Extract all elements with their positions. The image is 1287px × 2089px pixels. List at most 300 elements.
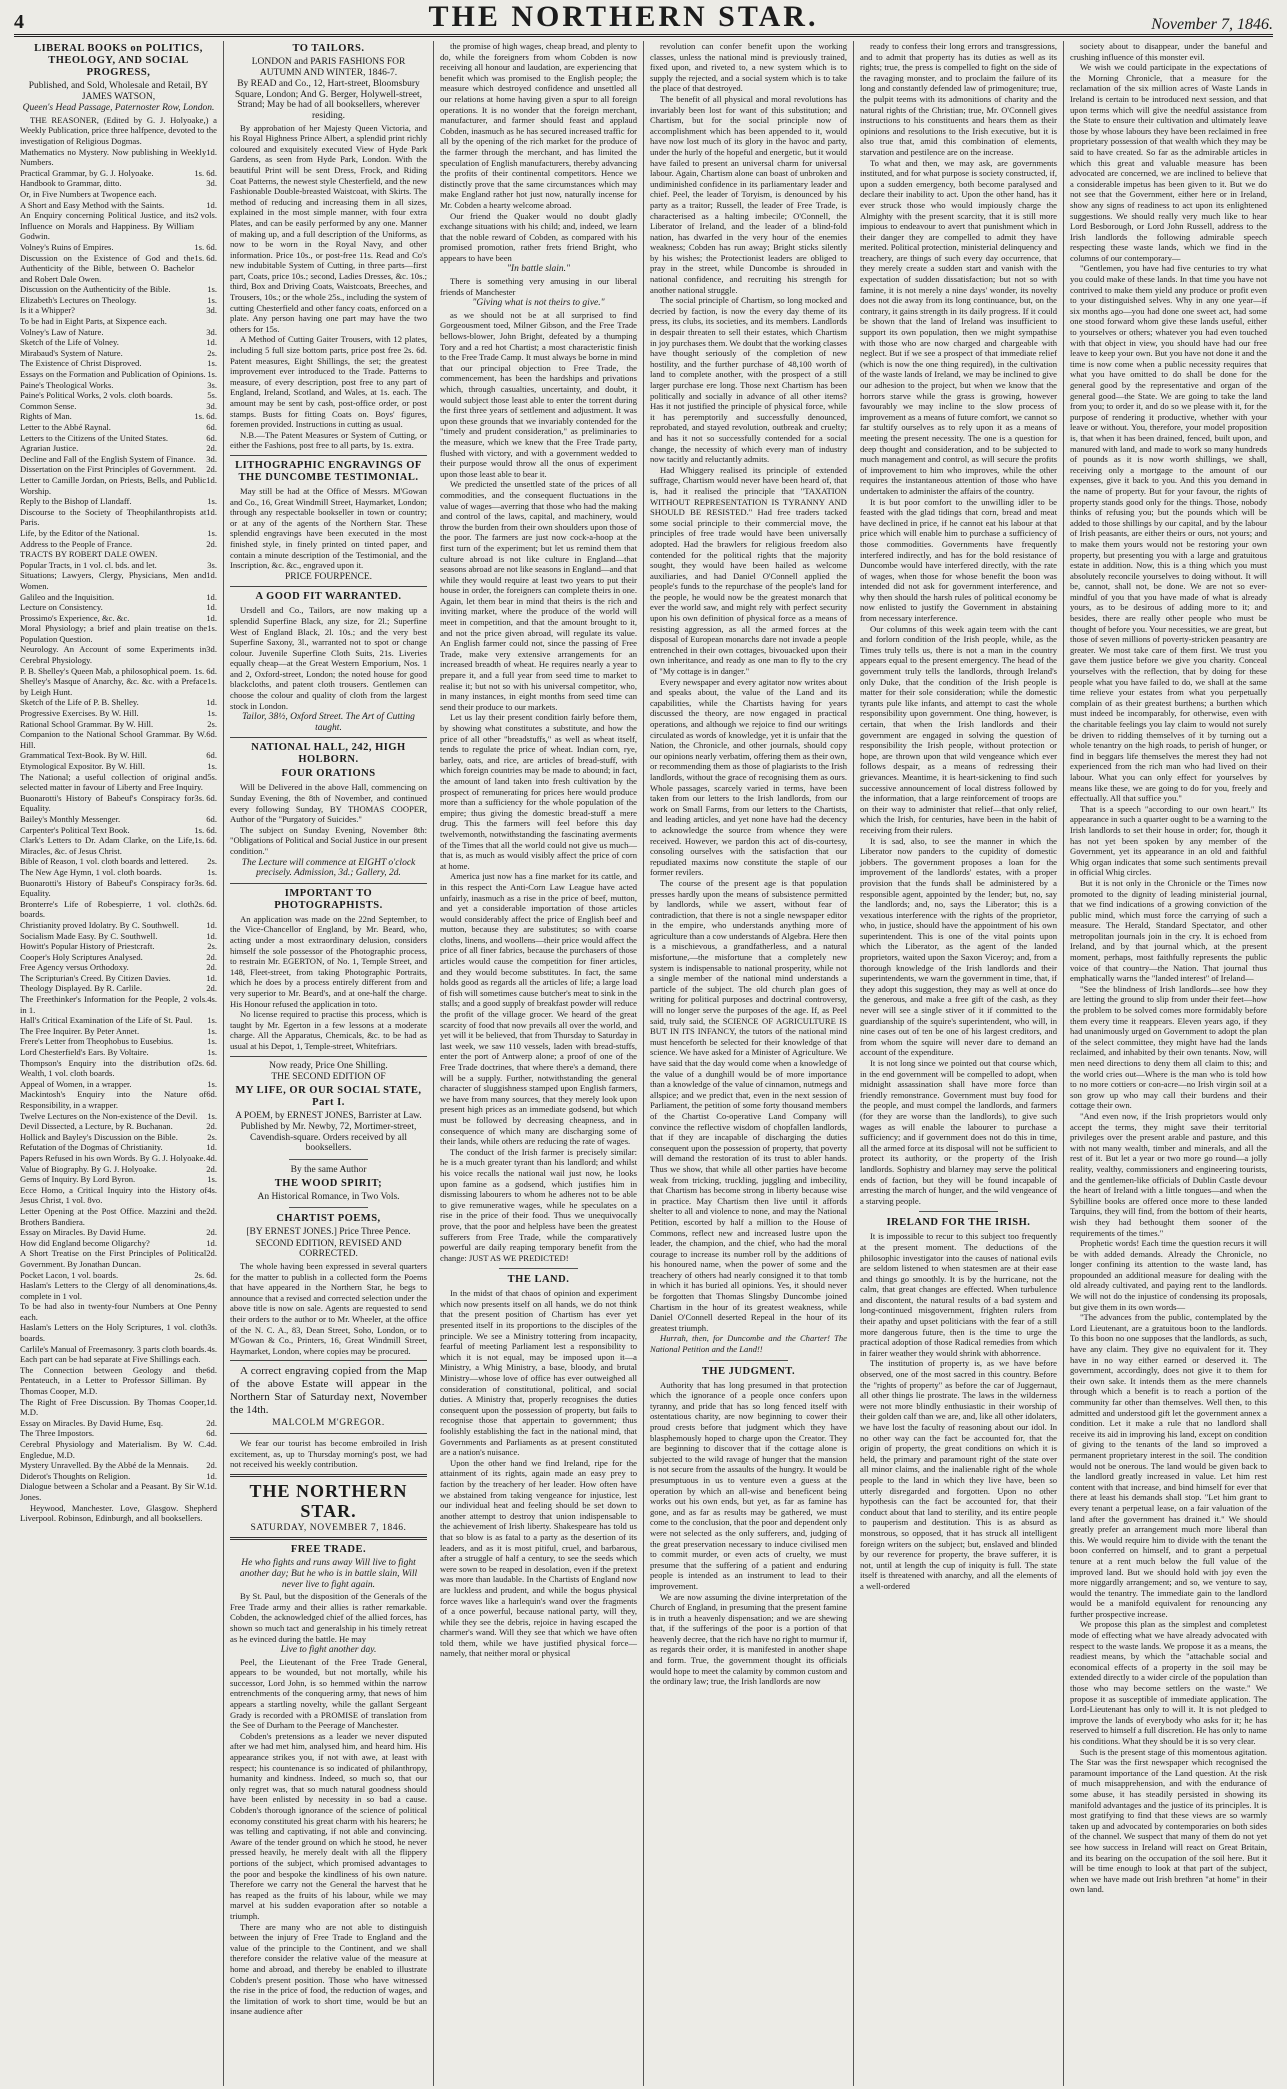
article-paragraph: The institution of property is, as we have before observed, one of the most sacred in this country. Before the "rights of property" as before the car of Juggernaut, all other things lie prostrate. The laws in the wilderness were not more blindly enthusiastic in their worship of their golden calf than we are, and, like all other idolaters, we have lost the faculty of reasoning about our idol. In no other way can the fact be accounted for, that the origin of property, the great conditions on which it is held, the primary and paramount right of the state over all minor claims, and the inalienable right of the whole people to the land in which they live have, been so utterly disregarded and forgotten. Upon no other hypothesis can the fact be accounted for, that their conduct about that land to sterility, and its entire people to pauperism and destitution. This is as absurd as monstrous, so opposed, that it has struck all intelligent foreign writers on the subject; but, enslaved and blinded by our reverence for property, the brave sufferer, it is not, until at length the cup of iniquity is full. The state itself is threatened with anarchy, and all the elements of a well-ordered	[860, 1358, 1057, 1591]
book-list-item	[20, 411, 217, 422]
book-price: 1s.	[207, 284, 217, 295]
books-address: Queen's Head Passage, Paternoster Row, London.	[22, 103, 215, 114]
book-price: 3s. 6d.	[194, 877, 217, 888]
book-price: 1s.	[207, 1174, 217, 1185]
article-paragraph: The course of the present age is that population presses hardly upon the means of subsistence permitted by landlords, while we assert, without fear of contradiction, that there is not a single newspaper editor in the empire, who understands anything more of agriculture than a cow understands of Algebra. Here then is a mischievous, a grandfatherless, and a natural misfortune,—the misfortune that a completely new system is indispensable to national prosperity, while not a single member of the national mind understands a particle of the subject. The old church plan goes of writing for political purposes and doctrinal controversy, will no longer serve the purposes of the age. If, as Peel said, truly said, the SCIENCE OF AGRICULTURE IS BUT IN ITS INFANCY, the tutors of the national mind must henceforth be selected for their knowledge of that science. We have asked for a Minister of Agriculture. We have said that the day would come when a knowledge of the value of a dunghill would be of more importance than a knowledge of the value of cinnamon, nutmegs and allspice; and we predict that, even in the next session of Parliament, the petition of some forty thousand members of the Chartist Co-operative Land Company will convince the reflective wisdom of chopfallen landlords, that if they are incapable of discharging the duties consequent upon the possession of property, that poverty will demand the restoration of its trust to abler hands. Thus we show, that while all other parties have become weak from tricking, truckling, juggling and imbecility, that Chartism has become strong in liberty because wise in practice. May Chartism then live until it affords shelter to all and violence to none, and may the National Petition, escorted by half a million to the House of Commons, reflect new and increased lustre upon the leader, the champion, and the chief, who had the moral courage to increase its number roll by the additions of his honoured name, when the power of some and the treachery of others had nearly consigned it to that tomb in which it has buried all opinions. Yes, it should never be forgotten that Thomas Slingsby Duncombe joined Chartism in the hour of its greatest weakness, while Daniel O'Connell deserted Repeal in the hour of its greatest triumph.	[650, 877, 847, 1333]
book-price: 1d.	[206, 1396, 217, 1407]
book-title: Clark's Letters to Dr. Adam Clarke, on the Life, Miracles, &c. of Jesus Christ.	[20, 835, 195, 856]
book-list-item	[20, 962, 217, 973]
book-title: An Enquiry concerning Political Justice, and its Influence on Morals and Happiness. By William Godwin.	[20, 210, 195, 242]
book-price: 2s. 6d.	[194, 898, 217, 909]
divider	[230, 1474, 427, 1477]
book-title: Paine's Theological Works.	[20, 379, 114, 390]
book-price: 6d.	[206, 813, 217, 824]
article-paragraph: revolution can confer benefit upon the working classes, unless the national mind is previously trained, fixed upon, and riveted to, a new system which is to supply the rejected, and a social system which is to take the place of that destroyed.	[650, 41, 847, 94]
book-list-item	[20, 856, 217, 867]
article-paragraph: There is something very amusing in our liberal friends of Manchester	[440, 276, 637, 297]
book-title: Sketch of the Life of P. B. Shelley.	[20, 697, 139, 708]
book-title: Dissertation on the First Principles of Government.	[20, 464, 196, 475]
book-list-item	[20, 1322, 217, 1343]
book-title: Diderot's Thoughts on Religion.	[20, 1470, 131, 1481]
book-price: 6d.	[206, 1089, 217, 1100]
book-price: 2d.	[206, 1227, 217, 1238]
book-title: Galileo and the Inquisition.	[20, 591, 115, 602]
book-list-item	[20, 1026, 217, 1037]
book-list-item	[20, 1153, 217, 1164]
poem-title: MY LIFE, OR OUR SOCIAL STATE, Part I.	[235, 1084, 422, 1108]
book-list-item	[20, 390, 217, 401]
article-paragraph: as we should not be at all surprised to find Gorgeousment toed, Milner Gibson, and the Free Trade bellows-blower, John Bright, defeated by a thumping Tory and a red hot Chartist; a most characteristic finish to the Free Trade Camp. It must always be borne in mind that our principal objection to Free Trade, the commencement, has been the hardships and privations which, through casualties, uncertainty, and doubt, it would subject those least able to enter the torrent during the first three years of settlement and adjustment. It was upon these grounds that we invariably contended for the "timely and prudent consideration," as preliminaries to the measure, which we knew that the Free Trade party, flushed with victory, and with a government wedded to their purpose would throw all the onus of experiment upon those least able to bear it.	[440, 309, 637, 479]
book-list-item	[20, 380, 217, 391]
book-price: 6d.	[206, 432, 217, 443]
book-title: Companion to the National School Grammar. By W. Hill.	[20, 729, 207, 750]
book-title: Mirabaud's System of Nature.	[20, 347, 123, 358]
wood-title: THE WOOD SPIRIT;	[274, 1177, 383, 1189]
photo-text-2: No license required to practise this process, which is taught by Mr. Egerton in a few lessons at a moderate charge. All the Apparatus, Chemicals, &c. to be had as usual at his Depot, 1, Temple-street, Whitefriars.	[230, 1009, 427, 1051]
book-price: 2d.	[206, 1460, 217, 1471]
book-title: Theology Displayed. By R. Carlile.	[20, 983, 142, 994]
chartist-text: The whole having been expressed in several quarters for the matter to publish in a collected form the Poems that have appeared in the Northern Star, he begs to announce that a revised and corrected selection under the above title is now on sale. Agents are requested to send their orders to the author or to Mr. Wheeler, at the office of the N. C. A., 83, Dean Street, Soho, London, or to M'Gowan & Co., Printers, 16, Great Windmill Street, Haymarket, London, where copies may be procured.	[230, 1261, 427, 1356]
poem-publisher: Published by Mr. Newby, 72, Mortimer-street, Cavendish-square. Orders received by all booksellers.	[240, 1122, 417, 1154]
book-list-item	[20, 1089, 217, 1110]
book-title: Haslam's Letters to the Clergy of all denominations, complete in 1 vol.	[20, 1280, 208, 1301]
book-list-item	[20, 1418, 217, 1429]
book-price: 1s.	[207, 761, 217, 771]
chartist-title: CHARTIST POEMS,	[276, 1213, 381, 1225]
book-title: Bailey's Monthly Messenger.	[20, 813, 121, 824]
book-list-item	[20, 1047, 217, 1058]
book-price: 4d.	[206, 1152, 217, 1163]
column-4	[644, 41, 854, 2086]
book-list-item	[20, 666, 217, 677]
article-paragraph: "See the blindness of Irish landlords—see how they are letting the ground to slip from under their feet—how the problem to be solved comes more formidably before them every time it reappears. Eleven years ago, if they had unanimously urged on Government to adopt the plan of the select committee, they might have had the lands reclaimed, and inhabited by their own tenants. Now, will men need directions to deny them all claim to this; and the world cries out—Where is the man who is told how to no more cottiers or con-acre—no Irish virgin soil at a son grow up who may call their burdens and their cottage their own.	[1070, 983, 1267, 1111]
book-title: Life, by the Editor of the National.	[20, 527, 140, 538]
article-paragraph: Such is the present stage of this momentous agitation. The Star was the first newspaper which recognised the paramount importance of the Land question. At the risk of much misapprehension, and with the endurance of some abuse, it has steadily persisted in showing its manifold advantages and the justice of its principles. It is most gratifying to find that these views are so warmly taken up and advocated by contemporaries on both sides of the channel. We suspect that many of them do not yet see how success in Ireland will react on Great Britain, and its bearing on the occupation of the soil here. But it will be time enough to look at that part of the subject, when we have made out Irish brethren "at home" in their own land.	[1070, 1746, 1267, 1895]
book-list-item	[20, 602, 217, 613]
book-list-item	[20, 973, 217, 984]
book-title: Ecce Homo, a Critical Inquiry into the History of Jesus Christ, 1 vol. 8vo.	[20, 1184, 208, 1206]
book-title: Each part can be had separate at Five Shillings each.	[20, 1354, 201, 1365]
tailors-text-2: A Method of Cutting Gaiter Trousers, with 12 plates, including 5 full size bottom parts, price post free 2s. 6d. Patent measures, Eight Shillings, the set; the greatest improvement ever introduced to the Trade. Patterns to measure, of every description, post free to any part of England, Ireland, Scotland, and Wales, at 1s. each. The amount may be sent by cash, post-office order, or post stamps. Busts for fitting Coats on. Boys' figures, foremen provided. Instructions in cutting as usual.	[230, 334, 427, 430]
article-paragraph: It is not long since we pointed out that course which, in the end government will be compelled to adopt, when midnight assassination shall have more force than friendly remonstrance. Government must buy food for the people, and must compel the landlords, and farmers (for they are worse than the landlords), to give such wages as will enable the labourer to purchase a sufficiency; and if government does not do this in time, all the armed force at its disposal will not be sufficient to protect its authority, or the property of the Irish landlords. Sophistry and blarney may serve the political ends of faction, but they will be found incapable of arresting the march of hunger, and the wild vengeance of a starving people.	[860, 1058, 1057, 1206]
book-title: Lecture on Consistency.	[20, 602, 103, 613]
book-title: The Connection between Geology and the Pentateuch, in a Letter to Professor Silliman. By Thomas Cooper, M.D.	[20, 1364, 207, 1397]
book-price: 1d.	[206, 1481, 217, 1492]
book-price: 1d.	[206, 612, 217, 623]
book-price: 1s.	[207, 1078, 217, 1089]
article-paragraph: Our columns of this week again teem with the cant and forlorn condition of the Irish people, while, as the Times truly tells us, there is not a man in the country appears equal to the present emergency. The head of the government truly tells the landlords, through Ireland's only Duke, that the condition of the Irish people is matter for their sole consideration; while the domestic tyrants pule like infants, and attempt to cast the whole responsibility upon government. One thing, however, is certain, that when the Irish landlords and their government are engaged in solving the question of responsibility the Irish people, without protection or hope, are thrown upon that wild vengeance which ever follows despair, as a means of redressing their grievances. Meantime, it is heart-sickening to find such successive announcement of local distress followed by the information, that a large reinforcement of troops are on their way to administer that relief—that only relief, which the Irish, for centuries, have been in the habit of receiving from their rulers.	[860, 623, 1057, 835]
orations-doors: The Lecture will commence at EIGHT o'clock precisely. Admission, 3d.; Gallery, 2d.	[241, 857, 416, 879]
book-title: Decline and Fall of the English System of Finance.	[20, 453, 196, 464]
book-title: Address to the People of France.	[20, 538, 133, 549]
divider	[499, 1268, 578, 1269]
book-list-item	[20, 147, 217, 168]
book-title: Carpenter's Political Text Book.	[20, 824, 130, 835]
book-list-item	[20, 284, 217, 295]
book-title: Essay on Miracles. By David Hume, Esq.	[20, 1417, 163, 1428]
book-price: 2s.	[207, 347, 217, 358]
book-list-item	[20, 560, 217, 571]
book-list-item	[20, 1354, 217, 1365]
book-title: A Short and Easy Method with the Saints.	[20, 199, 165, 210]
book-title: The New Age Hymn, 1 vol. cloth boards.	[20, 866, 162, 877]
book-list-item	[20, 1248, 217, 1269]
book-list-item	[20, 644, 217, 665]
book-price: 4s.	[207, 1280, 217, 1291]
book-list-item	[20, 443, 217, 454]
book-list-item	[20, 825, 217, 836]
divider	[230, 1056, 427, 1057]
tailors-title: TO TAILORS.	[292, 43, 365, 54]
book-title: Carlile's Manual of Freemasonry. 3 parts cloth boards.	[20, 1343, 207, 1354]
article-paragraph: Authority that has long presumed in that protection which the ignorance of a people once confers upon tyranny, and pride that has so long fenced itself with ostentatious charity, are now beginning to cower their proud crests before that judgment which they have blasphemously hoped to charge upon the Creator. They are beginning to discover that if the cottage alone is subjected to the wild ravage of hunger that the mansion is not secure from the assaults of the hungry. It would be presumptuous in us to venture even a guess at the operation by which an all-wise and beneficent being works out his own ends, but yet, as far as famine has gone, and as far as results may be gathered, we must come to the conclusion, that the poor and dependent only were not selected as the only sufferers, and, judging of the great preservation necessary to induce civilised men to commit murder, or even acts of cruelty, we must presume that the suffering of a patient and enduring people is intended as an instrument to lead to their improvement.	[650, 1379, 847, 1591]
book-price: 1s.	[207, 866, 217, 877]
book-title: Popular Tracts, in 1 vol. cl. bds. and let.	[20, 559, 157, 570]
book-list-item	[20, 1174, 217, 1185]
article-paragraph: Our friend the Quaker would no doubt gladly exchange situations with his child; and, indeed, we learn that the noble reward of Cobden, as compared with his promised promotion, rather frets friend Bright, who appears to have been	[440, 210, 637, 263]
divider	[230, 1360, 427, 1361]
book-list-item	[20, 719, 217, 730]
book-list-item	[20, 454, 217, 465]
book-price: 5s.	[207, 771, 217, 782]
book-price: 4s.	[207, 1184, 217, 1195]
book-list-item	[20, 528, 217, 539]
book-price: 3d.	[206, 400, 217, 411]
book-list-item	[20, 994, 217, 1015]
free-trade-live: Live to fight another day.	[280, 1645, 377, 1656]
article-paragraph: But it is not only in the Chronicle or the Times now promoted to the dignity of leading ministerial journal, that we find indications of a growing conviction of the public mind, which must force the carrying of such a measure. The Herald, Standard Spectator, and other metropolitan journals join in the cry. It is echoed from Ireland, and by that journal which, at the present moment, perhaps, most faithfully represents the public voice of that country—the Nation. That journal thus emphatically warns the "landed interest" of Ireland—	[1070, 877, 1267, 984]
book-list-item	[20, 697, 217, 708]
book-title: Common Sense.	[20, 400, 77, 411]
book-list-item	[20, 814, 217, 825]
map-notice: A correct engraving copied from the Map of the above Estate will appear in the Northern Star of Saturday next, November the 14th.	[230, 1365, 427, 1417]
article-paragraph: the promise of high wages, cheap bread, and plenty to do, while the foreigners from whom Cobden is now receiving all honour and laudation, are experiencing that benefit which was promised to the English people; the measure which destroyed confidence and unsettled all our relations at home having given a spur to all foreign operations. It is no wonder that the foreign merchant, manufacturer, and farmer should feast and applaud Cobden, inasmuch as he has secured increased traffic for all by the opening of the rich market for the produce of the farmer through the merchant, and has limited the speculation of English manufacturers, thereby advancing the profits of their continental competitors. Hence we distinctly prove that the same circumstances which may make England rather hot just now, naturally incense for Mr. Cobden a hearty welcome abroad.	[440, 41, 637, 210]
book-list-item	[20, 1238, 217, 1249]
book-title: The Existence of Christ Disproved.	[20, 358, 142, 369]
divider	[230, 455, 427, 456]
book-list-item	[20, 433, 217, 444]
book-title: Letters to the Citizens of the United States.	[20, 432, 168, 443]
book-price: 1d.	[206, 506, 217, 517]
divider	[230, 883, 427, 884]
book-price: 1s.	[207, 1110, 217, 1121]
book-list-item	[20, 200, 217, 211]
article-quote: "Giving what is not theirs to give."	[472, 298, 605, 309]
book-list-item	[20, 623, 217, 644]
book-price: 1s. 6d.	[194, 665, 217, 676]
book-list-item	[20, 761, 217, 772]
book-title: Pocket Lacon, 1 vol. boards.	[20, 1269, 119, 1280]
book-price: 6d.	[206, 422, 217, 432]
book-list-item	[20, 1428, 217, 1439]
book-list-item	[20, 1227, 217, 1238]
orations-text-2: The subject on Sunday Evening, November 8th: "Obligations of Political and Social Justice in our present condition."	[230, 824, 427, 856]
fit-text: Ursdell and Co., Tailors, are now making up a splendid Superfine Black, any size, for 2l.; Superfine West of England Black, 2l. 10s.; and the very best Superfine Saxony, 3l., warranted not to spot or change colour. Juvenile Superfine Cloth Suits, 21s. Liveries equally cheap—at the Great Western Emporium, Nos. 1 and 2, Oxford-street, London; the noted house for good blackcloths, and patent cloth trousers. Gentlemen can choose the colour and quality of cloth from the largest stock in London.	[230, 605, 427, 711]
divider	[289, 1159, 368, 1160]
book-price: 1s.	[207, 1025, 217, 1036]
book-title: Volney's Ruins of Empires.	[20, 241, 114, 252]
book-price: 3s.	[207, 1322, 217, 1333]
book-title: The Free Inquirer. By Peter Annet.	[20, 1025, 140, 1036]
book-title: A Short Treatise on the First Principles of Political Government. By Jonathan Duncan.	[20, 1248, 207, 1269]
book-price: 1s. 6d.	[194, 252, 217, 263]
book-list-item	[20, 1206, 217, 1227]
book-list-item	[20, 1036, 217, 1047]
books-heading: LIBERAL BOOKS on POLITICS, THEOLOGY, AND SOCIAL PROGRESS,	[34, 43, 203, 78]
book-title: Sketch of the Life of Volney.	[20, 337, 119, 348]
book-title: The Right of Free Discussion. By Thomas Cooper, M.D.	[20, 1396, 207, 1418]
book-title: Papers Refused in his own Words. By G. J. Holyoake.	[20, 1152, 206, 1163]
divider	[230, 737, 427, 738]
book-title: Letter to the Abbé Raynal.	[20, 422, 111, 432]
book-price: 2d.	[206, 1248, 217, 1259]
book-list-item	[20, 878, 217, 899]
book-list-item	[20, 539, 217, 550]
article-paragraph: The conduct of the Irish farmer is precisely similar: he is a much greater tyrant than his landlord; and whilst his voice recalls the national wail just now, he looks upon famine as a godsend, which justifies him in dismissing labourers to whom he adheres not to be able to give remunerative wages, while he speculates on a rise in the price of their food. Thus we unequivocally prove, that the poor and helpless have been the greatest sufferers from Free Trade, while the comparatively powerful are daily reaping temporary benefit from the change: JUST AS WE PREDICTED!	[440, 1146, 637, 1263]
book-list-item	[20, 729, 217, 750]
article-paragraph: America just now has a fine market for its cattle, and in this respect the Anti-Corn Law League have acted unfairly, inasmuch as a rise in the price of beef, mutton, and yet a considerable importation of those articles would considerably affect the price of English beef and mutton, because they are substitutes; so with coarse cloths, linens, and woollens—their price would affect the price of all finer fabrics, because the purchasers of those articles would cause the competition for finer articles, and they would become substitutes. In fact, the same holds good as regards all the articles of life; a large load of fish will sometimes cause butcher's meat to sink in the stalls; and a good supply of breakfast powder will reduce the profit of the village grocer. We heard of the great scarcity of food that now prevails all over the world, and yet will it be believed, that from Thursday to Saturday in last week, we saw 110 vessels, laden with bread-stuffs, enter the port of Antwerp alone; a proof of one of the Free Trade doctrines, that where there's a demand, there will be a supply. Further, notwithstanding the general character of sluggishness stamped upon English farmers, we have from many sources, that they merely look upon present high prices as an immediate godsend, but which must be followed by decreasing cheapness, and in consequence of which many are discharging some of their lands, while others are reducing the rate of wages.	[440, 871, 637, 1147]
book-title: Neurology. An Account of some Experiments in Cerebral Physiology.	[20, 644, 207, 666]
book-title: P. B. Shelley's Queen Mab, a philosophical poem.	[20, 665, 192, 676]
article-quote: "In battle slain."	[506, 264, 571, 275]
newspaper-title: THE NORTHERN STAR.	[428, 0, 819, 33]
book-list-item	[20, 983, 217, 994]
book-title: Handbook to Grammar, ditto.	[20, 178, 122, 189]
book-title: To be had also in twenty-four Numbers at One Penny each.	[20, 1301, 217, 1322]
book-price: 1s.	[207, 623, 217, 634]
book-list-item	[20, 1471, 217, 1482]
book-title: Volney's Law of Nature.	[20, 326, 104, 337]
book-price: 3d.	[206, 644, 217, 655]
book-title: Essay on Miracles. By David Hume.	[20, 1227, 146, 1238]
book-title: Moral Physiology; a brief and plain treatise on the Population Question.	[20, 623, 208, 644]
fit-title: A GOOD FIT WARRANTED.	[255, 591, 402, 603]
book-price: 1d.	[206, 697, 217, 708]
book-price: 5s.	[207, 390, 217, 401]
book-title: Situations; Lawyers, Clergy, Physicians, Men and Women.	[20, 570, 207, 591]
book-list-item	[20, 305, 217, 316]
photo-text: An application was made on the 22nd September, to the Vice-Chancellor of England, by Mr. Beard, who, acting under a most extraordinary delusion, considers himself the sole possessor of the Photographic process, to restrain Mr. EGERTON, of No. 1, Temple Street, and 148, Fleet-street, from taking Photographic Portraits, which he does by a process entirely different from and very superior to Mr. Beard's, and at one-half the charge. His Honour refused the application in toto.	[230, 913, 427, 1009]
book-title: Value of Biography. By G. J. Holyoake.	[20, 1163, 157, 1174]
book-title: The Scripturian's Creed. By Citizen Davies.	[20, 972, 171, 983]
book-list-item	[20, 592, 217, 603]
book-list-item	[20, 549, 217, 560]
book-list-item	[20, 496, 217, 507]
book-price: 1s.	[207, 369, 217, 380]
judgment-title: THE JUDGMENT.	[701, 1365, 796, 1377]
book-list-item	[20, 1280, 217, 1301]
column-2	[224, 41, 434, 2086]
book-list-item	[20, 295, 217, 306]
book-list-item	[20, 348, 217, 359]
book-list-item	[20, 1270, 217, 1281]
book-price: 2d.	[206, 1417, 217, 1428]
article-paragraph: We wish we could participate in the expectations of the Morning Chronicle, that a measure for the reclamation of the six million acres of Waste Lands in Ireland is certain to be introduced next session, and that upon terms which will give the needful assistance from the State to ensure their cultivation and ultimately leave those by whose labours they have been reclaimed in free proprietary possession of that wealth which they may be said to have created. So far as the admirable articles in which this great and valuable measure has been advocated are concerned, we are inclined to believe that a considerable impetus has been given to it. But we do not see that the Government, either here or in Ireland, show any signs of readiness to act upon its enlightened suggestions. We should really very much like to hear Lord Besborough, or Lord John Russell, address to the Irish landlords the following admirable speech respecting these waste lands, which we find in the columns of our contemporary—	[1070, 62, 1267, 263]
book-list-item	[20, 941, 217, 952]
book-title: Refutation of the Dogmas of Christianity.	[20, 1142, 163, 1153]
book-price: 1s.	[207, 1047, 217, 1058]
book-title: Discussion on the Existence of God and the Authenticity of the Bible, between O. Bachelor and Robert Dale Owen.	[20, 252, 195, 284]
book-title: Howitt's Popular History of Priestcraft.	[20, 941, 155, 952]
book-price: 1d.	[206, 474, 217, 485]
book-list-item	[20, 899, 217, 920]
book-price: 2d.	[206, 443, 217, 454]
book-title: The National; a useful collection of original and selected matter in favour of Liberty and Free Inquiry.	[20, 771, 208, 793]
poem-price: Now ready, Price One Shilling.	[269, 1060, 388, 1071]
book-title: The Three Impostors.	[20, 1428, 95, 1439]
book-title: Progressive Exercises. By W. Hill.	[20, 708, 139, 719]
book-list-item	[20, 242, 217, 253]
book-list-item	[20, 422, 217, 433]
book-title: Or, in Five Numbers at Twopence each.	[20, 188, 157, 199]
book-price: 3d.	[206, 305, 217, 316]
book-list-item	[20, 570, 217, 591]
book-list-item	[20, 327, 217, 338]
book-list-item	[20, 952, 217, 963]
book-list-item	[20, 316, 217, 327]
book-price: 4s.	[207, 1343, 217, 1354]
tailors-text: By approbation of her Majesty Queen Victoria, and his Royal Highness Prince Albert, a splendid print richly coloured and exquisitely executed View of Hyde Park Gardens, as seen from Hyde Park, London. With the beautiful Print will be sent Dress, Frock, and Riding Coat Patterns, the newest style Chesterfield, and the new Fashionable Double-breasted Waistcoat, with Skirts. The method of reducing and increasing them in all sizes, explained in the most simple manner, with four extra Plates, and can be easily performed by any one. Manner of making up, and a full description of the Uniforms, as now to be worn in the Royal Navy, and other information. Price 10s., or post-free 11s. Read and Co's new indubitable System of Cutting, in three parts—first part, Coats, price 10s.; second, Ladies Dresses, &c. 10s.; third, Box and Driving Coats, Waistcoats, Breeches, and Trousers, 10s.; or the whole 25s., including the system of cutting Chesterfield and other fancy coats, enforced on a plate. Any person having one part may have the two others for 15s.	[230, 122, 427, 334]
book-price: 1d.	[206, 591, 217, 602]
book-title: Devil Dissected, a Lecture, by R. Buchanan.	[20, 1121, 173, 1132]
book-list-item	[20, 253, 217, 285]
litho-text: May still be had at the Office of Messrs. M'Gowan and Co., 16, Great Windmill Street, Haymarket, London; through any respectable bookseller in town or country; or at any of the agents of the Northern Star. These splendid engravings have been executed in the most finished style, in finely printed on tinted paper, and contain a minute description of the Testimonial, and the Inscription, &c. &c., engraved upon it.	[230, 485, 427, 571]
book-list-item	[20, 1439, 217, 1460]
book-price: 1s.	[207, 1036, 217, 1047]
article-paragraph: It is impossible to recur to this subject too frequently at the present moment. The deductions of the philosophic investigator into the causes of national evils are seldom listened to when statesmen are at their ease and things go smoothly. It is by the hurricane, not the calm, that great changes are effected. When turbulence and discontent, the natural results of a bad system and long-continued misgovernment, frighten rulers from their apathy and upset politicians with the fear of a still more dangerous future, then is the time to urge the practical adoption of those Radical remedies from which in fairer weather they would shrink with abhorrence.	[860, 1231, 1057, 1358]
book-title: Reply to the Bishop of Llandaff.	[20, 496, 132, 507]
book-price: 1s.	[207, 527, 217, 538]
free-trade-title: FREE TRADE.	[290, 1544, 367, 1556]
book-title: How did England become Oligarchy?	[20, 1237, 150, 1248]
book-price: 2s. 6d.	[194, 1057, 217, 1068]
article-paragraph: The benefit of all physical and moral revolutions has invariably been lost for want of this substitution; and Chartism, but for the social principle now of accomplishment which has been appended to it, would have now lost much of its glory in the havoc and party, under the hurly of the hopeful and energetic, but it would have failed to present an universal charm for universal labour. Again, Chartism alone can boast of unbroken and undiminished confidence in its parliamentary leader and chief. Peel, the leader of Toryism, is denounced by his party as a traitor; Russell, the leader of Free Trade, is characterised as a halting imbecile; O'Connell, the Liberator of Ireland, and the leader of a blind-fold nation, has dwarfed in the very hour of the enemies weakness; Cobden has run away; Bright sticks silently by his wishes; the Protectionist leaders are obliged to pray in the street, while Duncombe is shrouded in national confidence, and recruiting his strength for another national struggle.	[650, 93, 847, 295]
free-trade-p4: There are many who are not able to distinguish between the injury of Free Trade to England and the value of the principle to the Continent, and we shall therefore consider the relative value of the measure at home and abroad, and thereby be enabled to illustrate Cobden's present position. Those who have witnessed the rise in the price of food, the reduction of wages, and the limitation of work to short time, would be but an insane audience after	[230, 1921, 427, 2017]
book-price: 1s. 6d.	[194, 411, 217, 422]
article-paragraph: The social principle of Chartism, so long mocked and decried by faction, is now the every day theme of its press, its clubs, its societies, and its members. Landlords in despair threaten to sell their estates, which Chartism in joy purchases them. We doubt that the working classes have thought seriously of the completion of new hostility, and the further purchase of 48,100 worth of land to complete another, with the prospect of a still larger purchase ere long. Those next Chartism has been politically and socially in advance of all other items? Has it not justified the principle of physical force, while it has peremptorily and successfully denounced, reprobated, and stayed revolution, outbreak and cruelty; and has it not so successfully contended for a social change, the necessity of which every man of industry now tacitly and reluctantly admits.	[650, 295, 847, 465]
book-title: Socialism Made Easy. By C. Southwell.	[20, 930, 158, 941]
book-title: Etymological Expositor. By W. Hill.	[20, 761, 145, 771]
book-title: Free Agency versus Orthodoxy.	[20, 962, 129, 973]
book-title: Agrarian Justice.	[20, 443, 79, 454]
book-price: 1s.	[207, 358, 217, 369]
book-price: 4s.	[207, 994, 217, 1005]
book-price: 1d.	[206, 972, 217, 983]
poem-author: A POEM, by ERNEST JONES, Barrister at Law.	[235, 1110, 422, 1121]
book-list-item	[20, 1365, 217, 1397]
article-paragraph: "The advances from the public, contemplated by the Lord Lieutenant, are a gratuitous boon to the landlords. To this boon no one supposes that the landlords, as such, have any claim. They give no equivalent for it. They have in no way either earned or deserved it. The government, accordingly, does not give it to them for their own sake. It intends them as the mere channels through which a benefit is to reach a portion of the community far other than themselves. Well then, to this admitted and understood gift let the government annex a condition. Let it make a rule that no landlord shall receive its aid in improving his land, except on condition of giving to the tenants of the land so improved a permanent proprietary interest in the soil. The condition would not be onerous. The land would be given back to the landlord greatly increased in value. Let him rest content with that increase, and bind himself for ever that there at least his demands shall stop. "Let him grant to every tenant a perpetual lease, on a fair valuation of the land after the government has drained it." We should greatly prefer an arrangement much more liberal than this. We would require him to divide with the tenant the boon conferred on himself, and to grant a perpetual tenure at a rent much below the full value of the improved land. But we should hold with joy even the more niggardly arrangement; and so, we venture to say, would the tenantry. The immediate gain to the landlord would be a manifold equivalent for renouncing any further prospective increase.	[1070, 1312, 1267, 1619]
book-price: 2s.	[207, 856, 217, 867]
page-number: 4	[14, 11, 24, 33]
article-paragraph: We are now assuming the divine interpretation of the Church of England, in presuming that the present famine is in truth a heavenly dispensation; and we are shewing that, if the sufferings of the poor is a portion of that heavenly decree, that the rich have no right to murmur if, as regards their order, it is manifested in another shape and form. True, the government thought its officials would hope to meet the calamity by common custom and the ordinary law; true, the Irish landlords are now	[650, 1591, 847, 1687]
book-list-item	[20, 1121, 217, 1132]
book-list-item	[20, 168, 217, 179]
book-list-item	[20, 1344, 217, 1355]
book-title: Grammatical Text-Book. By W. Hill.	[20, 750, 147, 761]
book-list-item	[20, 1481, 217, 1502]
book-title: Paine's Political Works, 2 vols. cloth boards.	[20, 390, 173, 401]
book-list-item	[20, 507, 217, 528]
book-title: Haslam's Letters on the Holy Scriptures, 1 vol. cloth boards.	[20, 1322, 208, 1344]
chartist-author: [BY ERNEST JONES.] Price Three Pence.	[246, 1227, 411, 1238]
orations-title: FOUR ORATIONS	[281, 768, 376, 780]
book-price: 1d.	[206, 1470, 217, 1481]
divider	[230, 586, 427, 587]
book-price: 1d.	[206, 1237, 217, 1248]
ireland-title: IRELAND FOR THE IRISH.	[886, 1217, 1031, 1229]
book-list-item	[20, 676, 217, 697]
book-price: 3s.	[207, 559, 217, 570]
book-title: Is it a Whipper?	[20, 305, 75, 316]
divider	[709, 1360, 788, 1361]
book-title: Buonarotti's History of Babeuf's Conspiracy for Equality.	[20, 792, 195, 814]
book-price: 1s.	[207, 676, 217, 687]
book-list-item	[20, 1111, 217, 1122]
book-price: 2 vols.	[194, 210, 217, 221]
article-paragraph: That is a speech "according to our own heart." Its appearance in such a quarter ought to be a warning to the Irish landlords to set their house in order; for, though it has not yet been spoken by any member of the Government, yet its appearance in an old and faithful Whig organ indicates that some such sentiments prevail in official Whig circles.	[1070, 803, 1267, 878]
litho-title: LITHOGRAPHIC ENGRAVINGS OF THE DUNCOMBE TESTIMONIAL.	[235, 459, 422, 483]
book-title: Lord Chesterfield's Ears. By Voltaire.	[20, 1047, 149, 1058]
column-5	[854, 41, 1064, 2086]
book-title: To be had in Eight Parts, at Sixpence each.	[20, 316, 167, 327]
book-title: Cerebral Physiology and Materialism. By W. C. Engledue, M.D.	[20, 1439, 207, 1460]
book-list-item	[20, 835, 217, 856]
book-title: Rational School Grammar. By W. Hill.	[20, 718, 154, 729]
book-title: Bible of Reason, 1 vol. cloth boards and lettered.	[20, 856, 189, 867]
book-price: 2s. 6d.	[194, 1269, 217, 1280]
book-list-item	[20, 708, 217, 719]
fit-sign: Tailor, 38½, Oxford Street. The Art of Cutting taught.	[242, 712, 415, 733]
article-paragraph: Had Whiggery realised its principle of extended suffrage, Chartism would never have been heard of, that is, had it realised the principle that "TAXATION WITHOUT REPRESENTATION IS TYRANNY AND SHOULD BE RESISTED." Had free traders tacked some social principle to their commercial move, the principles of free trade would have been universally adopted. Had the brawlers for religious freedom also contended for the political rights that the majority sought, they would have been hailed as welcome auxiliaries, and had Daniel O'Connell applied the people's funds to the repurchase of the people's land for the people, he would now be the greatest monarch that ever the world saw, and might rely with perfect security upon his own definition of physical force as a means of resisting aggression, as all the armed forces at the disposal of European monarchs dare not invade a people entrenched in their own cottages, bivouacked upon their own inheritance, and ready as one man to fly to the cry of "My cottage is in danger."	[650, 464, 847, 677]
book-title: Rights of Man.	[20, 411, 72, 422]
book-list-item	[20, 1142, 217, 1153]
agents-footer: Heywood, Manchester. Love, Glasgow. Shepherd Liverpool. Robinson, Edinburgh, and all booksellers.	[20, 1502, 217, 1524]
books-publisher: Published, and Sold, Wholesale and Retail, BY JAMES WATSON,	[28, 81, 209, 102]
free-trade-p3: Cobden's pretensions as a leader we never disputed after we had met him, analysed him, and heard him. His appearance strikes you, if not with awe, at least with respect; his countenance is so indicated of philanthropy, humanity and kindness. Indeed, so much so, that our only regret was, that so much natural goodness should have been enlisted by necessity in so bad a cause. Cobden's thorough ignorance of the science of political economy constituted his great charm with his hearers; he was telling and captivating, if not able and convincing. Aware of the tender ground on which he stood, he never pressed heavily, he merely dealt with all the flippery portions of the subject, which promised advantages to the poor and bespoke the kindliness of his own nature. Therefore we carry not the General the harvest that he has reaped as the fruits of his labour, while we may marvel at his sudden evaporation after so notable a triumph.	[230, 1730, 427, 1921]
issue-date: November 7, 1846.	[1151, 16, 1273, 33]
book-title: Christianity proved Idolatry. By C. Southwell.	[20, 919, 179, 930]
book-list-item	[20, 1185, 217, 1206]
book-title: Shelley's Masque of Anarchy, &c. &c. with a Preface by Leigh Hunt.	[20, 676, 208, 697]
book-price: 2d.	[206, 1121, 217, 1132]
book-title: Discourse to the Society of Theophilanthropists at Paris.	[20, 506, 207, 528]
book-title: Letter Opening at the Post Office. Mazzini and the Brothers Bandiera.	[20, 1205, 207, 1227]
book-price: 2d.	[206, 464, 217, 475]
book-title: Essays on the Formation and Publication of Opinions.	[20, 369, 206, 380]
divider	[230, 1433, 427, 1434]
book-price: 2s.	[207, 718, 217, 729]
editorial-masthead: THE NORTHERN STAR.	[249, 1480, 408, 1521]
tailors-note: N.B.—The Patent Measures or System of Cutting, or either the Fashions, post free to all parts, by 1s. extra.	[230, 429, 427, 451]
book-price: 2s.	[207, 1131, 217, 1142]
book-list-item	[20, 793, 217, 814]
article-paragraph: Upon the other hand we find Ireland, ripe for the attainment of its rights, again made an easy prey to faction by the treachery of her leader. How often have we abstained from taking vengeance for injustice, lest our individual heat and feeling should be set down to another attempt to destroy that union indispensable to the achievement of Irish liberty. Shakespeare has told us that so blow is as fatal to a party as the desertion of its leaders, and as it is most pitiful, cruel, and barbarous, after a struggle of half a century, to see the seeds which were sown to be reaped in desolation, even if the pretext was more than laudable. In the Chartists of England now are luckless and prudent, and while the bogus physical force waves like a harlequin's wand over the fragments of a once powerful, because national party, will they, while they see the debris, rejoice in having escaped the charmer's wand. Will they see that which we have often told them, while we have justified physical force—namely, that neither moral or physical	[440, 1457, 637, 1659]
book-title: Appeal of Women, in a wrapper.	[20, 1078, 132, 1089]
book-list-item	[20, 358, 217, 369]
book-price: 2d.	[206, 1205, 217, 1216]
article-paragraph: It is sad, also, to see the manner in which the Liberator now panders to the cupidity of domestic jobbers. The government proposes a loan for the improvement of the landlords' estates, with a proper provision that the funds shall be administered by a responsible agent, appointed by the lender; but, no, say the landlords; and, no, says the Liberator; this is a vexatious interference with the rights of the proprietor, who, in justice, should have the appointment of his own superintendent. This is one of the vital points upon which the Liberator, as the agent of the landed proprietors, waited upon the Saxon Viceroy; and, from a thorough knowledge of the Irish landlords and their superintendents, we warn the government in time, that, if they adopt this suggestion, they may as well at once do the generous, and make a free gift of the cash, as they never will see a single stiver of it if committed to the guardianship of the squire's superintendent, who will, in nine cases out of ten be one of his largest creditors, and from whom the squire will never dare to demand an account of the expenditure.	[860, 835, 1057, 1058]
book-list-item	[20, 1301, 217, 1322]
book-title: TRACTS BY ROBERT DALE OWEN.	[20, 549, 158, 560]
columns	[14, 41, 1273, 2086]
article-paragraph: In the midst of that chaos of opinion and experiment which now presents itself on all hands, we do not think that the present position of Chartism has ever yet presented itself in its proportions to the disciples of the principle. We see a Ministry tottering from incapacity, fearful of meeting Parliament lest a responsibility to which it is not equal, may be imposed upon it—a Ministry, a Whig Ministry, a base, bloody, and brutal Ministry—whose love of office has ever outweighed all consideration of constitutional, political, and social duties. A Ministry that, properly recognises the duties consequent upon the possession of property, but fails to recognise those that appertain to government; thus foolishly establishing the fact in the national mind, that Governments and Parliaments as at present constituted are a nation's nuisance.	[440, 1288, 637, 1458]
book-price: 1s.	[207, 496, 217, 507]
book-list-item	[20, 1164, 217, 1175]
book-list-item	[20, 369, 217, 380]
book-title: Mystery Unravelled. By the Abbé de la Mennais.	[20, 1460, 189, 1471]
article-paragraph: "And even now, if the Irish proprietors would only accept the terms, they might save their territorial privileges over the present arable and pasture, and this with not many wealth, timber and minerals, and all the rest of it. But let a year or two more go round—a jolly reality, vealthy, commissioners and engineering tourists, and the gentlemen-like officials of Dublin Castle devour the heart of Ireland with a little tongues—and when the Sybilline books are offered once more to these landed Tarquins, they will find, from the bottom of their hearts, wish they had bethought them sooner of the requirements of the times."	[1070, 1110, 1267, 1238]
book-price: 1s.	[207, 1015, 217, 1026]
